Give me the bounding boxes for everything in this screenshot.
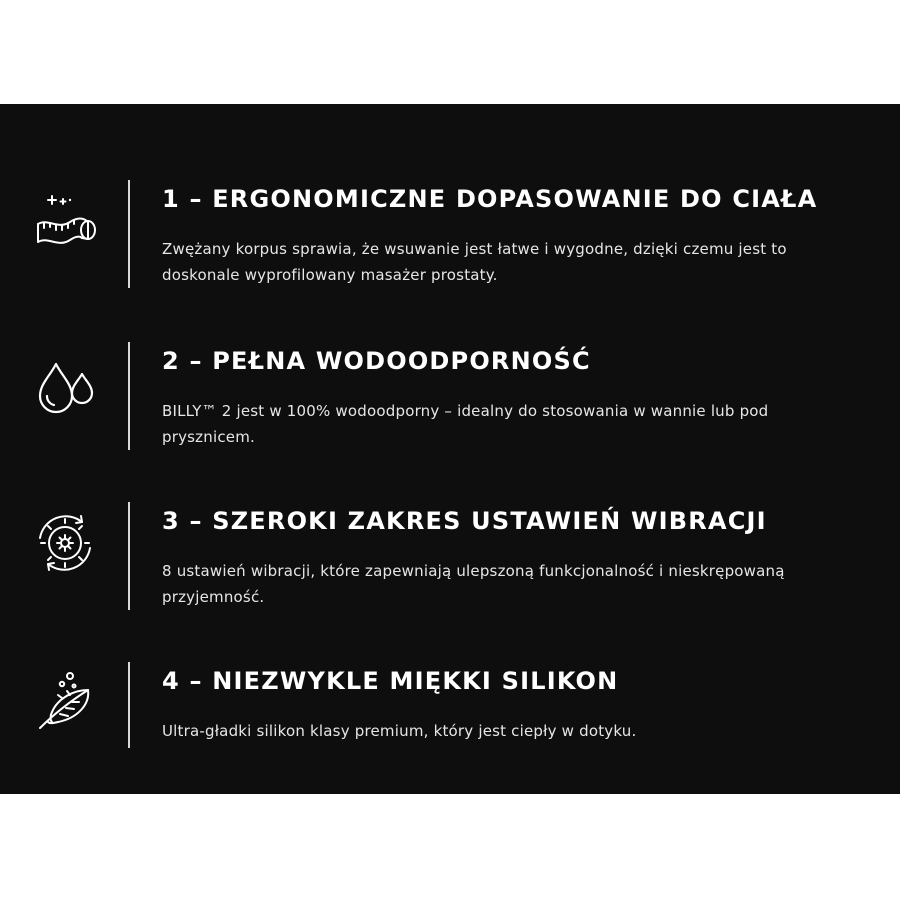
feather-soft-icon [30,668,100,738]
divider-line [128,342,130,450]
feature-description: 8 ustawień wibracji, które zapewniają ulepszoną funkcjonalność i nieskrępowaną przyjemność. [162,562,785,606]
feature-title: 2 – PEŁNA WODOODPORNOŚĆ [162,347,591,375]
water-drops-icon [30,350,100,420]
feature-description: Zwężany korpus sprawia, że wsuwanie jest łatwe i wygodne, dzięki czemu jest to doskonale wyprofilowany masażer prostaty. [162,240,787,284]
feature-vibration-settings [0,496,900,606]
divider-line [128,502,130,610]
feature-description: BILLY™ 2 jest w 100% wodoodporny – idealny do stosowania w wannie lub pod prysznicem. [162,402,769,446]
feature-title: 4 – NIEZWYKLE MIĘKKI SILIKON [162,667,619,695]
feature-title: 1 – ERGONOMICZNE DOPASOWANIE DO CIAŁA [162,185,818,213]
feature-description: Ultra-gładki silikon klasy premium, który jest ciepły w dotyku. [162,722,637,740]
feature-soft-silicone [0,656,900,766]
feature-title: 3 – SZEROKI ZAKRES USTAWIEŃ WIBRACJI [162,507,767,535]
divider-line [128,662,130,748]
features-panel [0,104,900,794]
vibration-settings-gear-icon [30,508,100,578]
measuring-tape-icon [30,190,100,260]
divider-line [128,180,130,288]
feature-ergonomic-fit [0,174,900,284]
feature-waterproof [0,336,900,446]
